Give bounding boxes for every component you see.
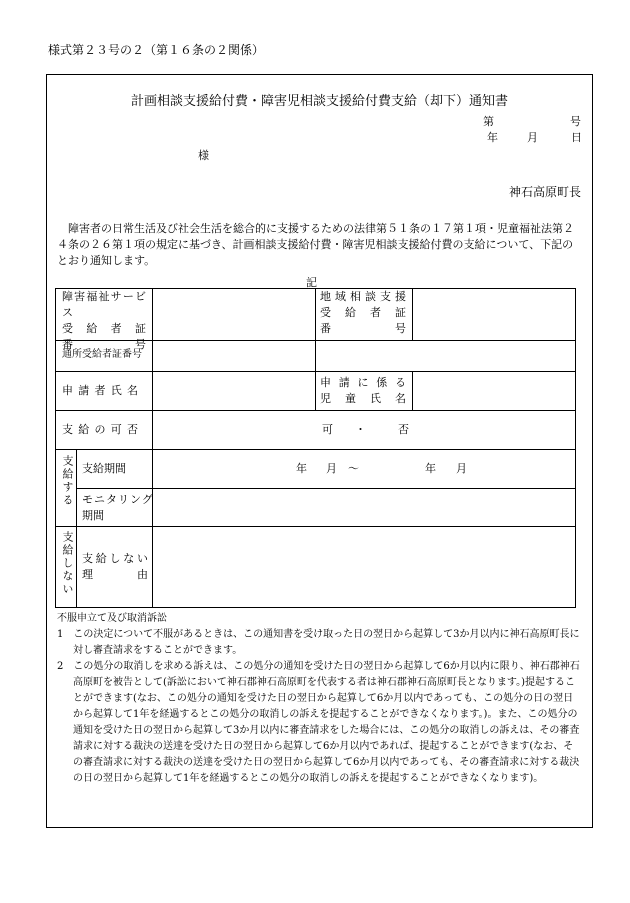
- note-item-2: 2 この処分の取消しを求める訴えは、この処分の通知を受けた日の翌日から起算して6か月以内に限り、神石郡神石高原町を被告として(訴訟において神石郡神石高原町を代表する者は神石郡神石高原町長となります。)提起することができます(なお、この処分の通知を受けた日の翌日から起算して6か月以内であっても、この処分の日の翌日から起算して1年を経過するとこの処分の取消しの訴えを提起することができなくなります。)。また、この処分の通知を受けた日の翌日から起算して3か月以内に審査請求をした場合には、この処分の取消しの訴えは、その審査請求に対する裁決の送達を受けた日の翌日から起算して6か月以内であれば、提起することができます(なお、その審査請求に対する裁決の送達を受けた日の翌日から起算して6か月以内であっても、その審査請求に対する裁決の日の翌日から起算して1年を経過するとこの処分の取消しの訴えを提起することができなくなります)。: [57, 661, 580, 784]
- grant-period-label: 支給期間: [82, 462, 126, 475]
- approval-label: 支給の可否: [62, 423, 138, 436]
- regional-cert-label: 地域相談支援 受給者証 番号: [320, 290, 406, 335]
- commute-cert-label: 通所受給者証番号: [62, 349, 142, 360]
- form-label: 様式第２３号の２（第１６条の２関係）: [48, 43, 265, 57]
- date-day-label: 日: [571, 131, 582, 144]
- number-prefix: 第: [483, 115, 494, 128]
- details-table: [55, 288, 576, 608]
- addressee-honorific: 様: [198, 149, 209, 162]
- notes-heading: 不服申立て及び取消訴訟: [57, 613, 167, 624]
- grant-period-end-year: 年: [425, 462, 436, 475]
- welfare-cert-label: 障害福祉サービス 受給者証 番号: [62, 290, 146, 351]
- grant-period-start-year: 年: [296, 462, 307, 475]
- grant-period-end-month: 月: [456, 462, 467, 475]
- number-suffix: 号: [570, 115, 581, 128]
- date-month-label: 月: [527, 131, 538, 144]
- applicant-name-label: 申請者氏名: [62, 384, 138, 397]
- approval-no: 否: [398, 423, 409, 436]
- issuer-name: 神石高原町長: [509, 185, 582, 199]
- grant-period-tilde: ～: [348, 462, 359, 475]
- nogrant-group-label: 支給しない: [61, 531, 74, 596]
- approval-yes: 可: [322, 423, 333, 436]
- grant-group-label: 支給する: [61, 455, 74, 507]
- appeal-notes: [57, 611, 583, 787]
- ki-marker: 記: [306, 276, 317, 289]
- body-paragraph: 障害者の日常生活及び社会生活を総合的に支援するための法律第５１条の１７第１項・児童福祉法第２４条の２６第１項の規定に基づき、計画相談支援給付費・障害児相談支援給付費の支給について、下記のとおり通知します。: [57, 222, 574, 267]
- child-name-label: 申請に係る 児童氏名: [320, 376, 406, 405]
- approval-separator: ・: [355, 423, 366, 436]
- document-title: 計画相談支援給付費・障害児相談支援給付費支給（却下）通知書: [130, 94, 508, 109]
- date-year-label: 年: [487, 131, 498, 144]
- note-item-1: 1 この決定について不服があるときは、この通知書を受け取った日の翌日から起算して3か月以内に神石高原町長に対し審査請求をすることができます。: [57, 629, 580, 656]
- grant-period-start-month: 月: [326, 462, 337, 475]
- nogrant-reason-label: 支給しない 理由: [82, 552, 148, 581]
- monitoring-period-label: モニタリング 期間: [82, 493, 154, 522]
